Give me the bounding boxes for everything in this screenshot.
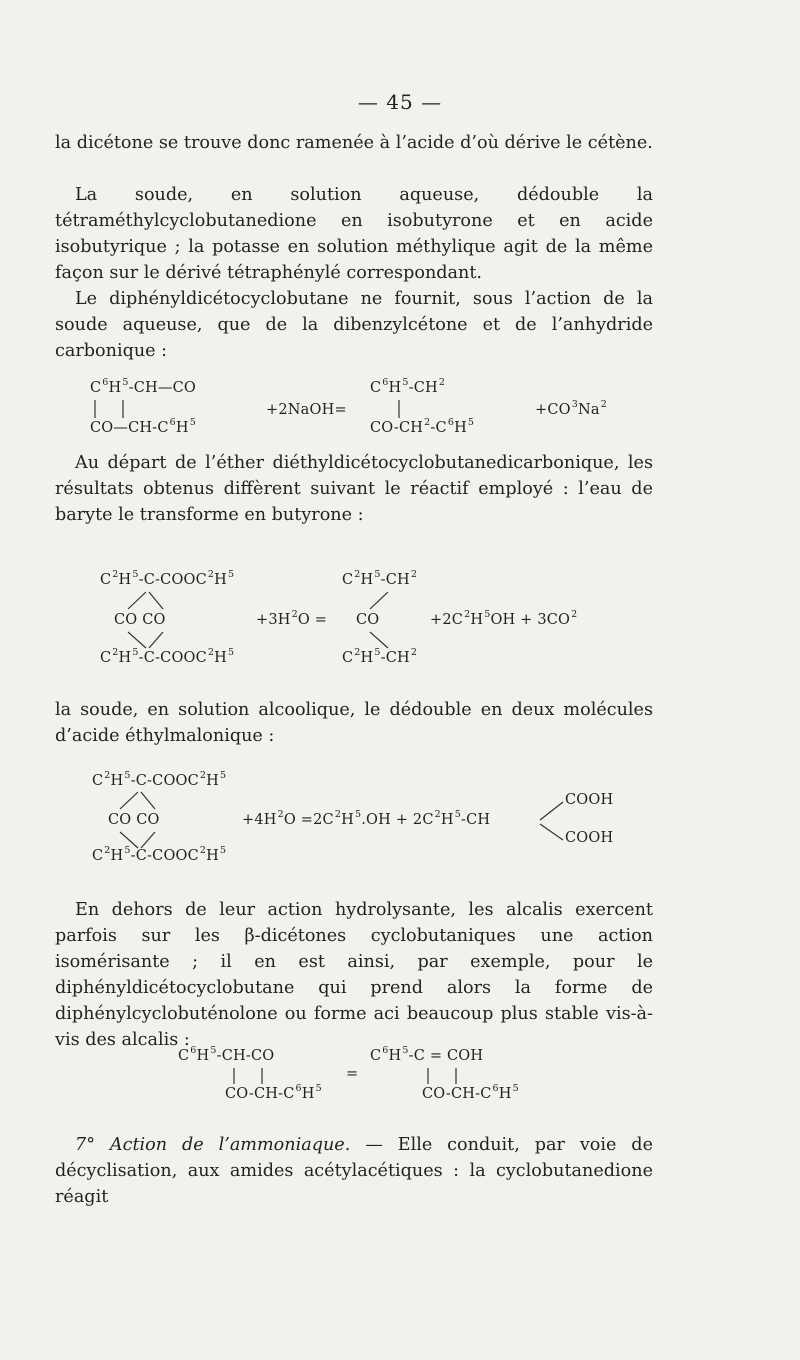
paragraph-4-text: Au départ de l’éther diéthyldicétocyclobutanedicarbonique, les résultats obtenus diffèrent suivant le réactif employé : l’eau de baryte le transforme en butyrone : [55, 453, 653, 525]
bond-line [370, 632, 388, 648]
formula-3-top-left: $C^2H^5-C-COOC^2H^5$ [92, 770, 227, 789]
formula-3-cooh-bottom: COOH [565, 830, 614, 846]
formula-3-equation: $+4H^2O =2C^2H^5.OH + 2C^2H^5-CH$ [242, 809, 491, 828]
paragraph-7-body: — Elle conduit, par voie de décyclisation, aux amides acétylacétiques : la cyclobutanedione réagit [55, 1135, 653, 1207]
formula-1-row1-left: $C^6H^5-CH—CO$ [90, 377, 196, 396]
formula-1-row1-right: $C^6H^5-CH^2$ [370, 377, 446, 396]
bond-line [370, 592, 388, 609]
paragraph-2 [55, 182, 653, 286]
formula-2-products: $+2C^2H^5OH + 3CO^2$ [430, 609, 578, 628]
paragraph-3-text: Le diphényldicétocyclobutane ne fournit, sous l’action de la soude aqueuse, que de la dibenzylcétone et de l’anhydride carbonique : [55, 289, 653, 361]
page-number: — 45 — [357, 90, 443, 114]
paragraph-7 [55, 1132, 653, 1210]
formula-2-top-left: $C^2H^5-C-COOC^2H^5$ [100, 569, 235, 588]
paragraph-4 [55, 450, 653, 528]
formula-2-mid-right: CO [356, 612, 380, 628]
formula-4-row1-right: $C^6H^5-C$ = COH [370, 1045, 484, 1064]
formula-4-row1-left: $C^6H^5-CH-CO$ [178, 1045, 275, 1064]
bond-line [141, 792, 155, 809]
paragraph-6-text: En dehors de leur action hydrolysante, les alcalis exercent parfois sur les β-dicétones cyclobutaniques une action isomérisante ; il en est ainsi, par exemple, pour le diphényldicétocyclobutane qui prend alors la forme de diphénylcyclobuténolone ou forme aci beaucoup plus stable vis-à-vis des alcalis : [55, 900, 653, 1050]
paragraph-1-text: la dicétone se trouve donc ramenée à l’acide d’où dérive le cétène. [55, 133, 653, 153]
bond-line [149, 632, 163, 648]
paragraph-3 [55, 286, 653, 364]
bond-line [128, 632, 146, 648]
formula-3-mid-left: CO CO [108, 812, 160, 828]
bond-line [128, 592, 146, 609]
bond-line [120, 792, 138, 809]
bond-line [540, 824, 563, 840]
formula-1-product: $+CO^3Na^2$ [535, 399, 607, 418]
formula-2-mid-left: CO CO [114, 612, 166, 628]
formula-3-bot-left: $C^2H^5-C-COOC^2H^5$ [92, 845, 227, 864]
formula-1-row2-right: $CO-CH^2-C^6H^5$ [370, 417, 475, 436]
formula-4-row2-right: $CO-CH-C^6H^5$ [422, 1083, 519, 1102]
section-heading: 7° Action de l’ammoniaque. [75, 1135, 351, 1155]
formula-2-bot-left: $C^2H^5-C-COOC^2H^5$ [100, 647, 235, 666]
formula-2-reagent: $+3H^2O$ = [256, 609, 328, 628]
formula-4-equals: = [346, 1066, 359, 1082]
bond-line [141, 832, 155, 848]
formula-1-reagent: +2NaOH= [266, 402, 347, 418]
formula-3-cooh-top: COOH [565, 792, 614, 808]
bond-line [149, 592, 163, 609]
paragraph-7-text [55, 1132, 653, 1210]
paragraph-6 [55, 897, 653, 1053]
paragraph-2-text: La soude, en solution aqueuse, dédouble la tétraméthylcyclobutanedione en isobutyrone et en acide isobutyrique ; la potasse en solution méthylique agit de la même façon sur le dérivé tétraphénylé correspondant. [55, 185, 653, 283]
paragraph-5-text: la soude, en solution alcoolique, le dédouble en deux molécules d’acide éthylmalonique : [55, 700, 653, 746]
formula-2-top-right: $C^2H^5-CH^2$ [342, 569, 418, 588]
bond-line [540, 802, 563, 820]
paragraph-1 [55, 130, 653, 156]
paragraph-5 [55, 697, 653, 749]
formula-1-row2-left: $CO—CH-C^6H^5$ [90, 417, 196, 436]
formula-4-row2-left: $CO-CH-C^6H^5$ [225, 1083, 322, 1102]
formula-2-bot-right: $C^2H^5-CH^2$ [342, 647, 418, 666]
